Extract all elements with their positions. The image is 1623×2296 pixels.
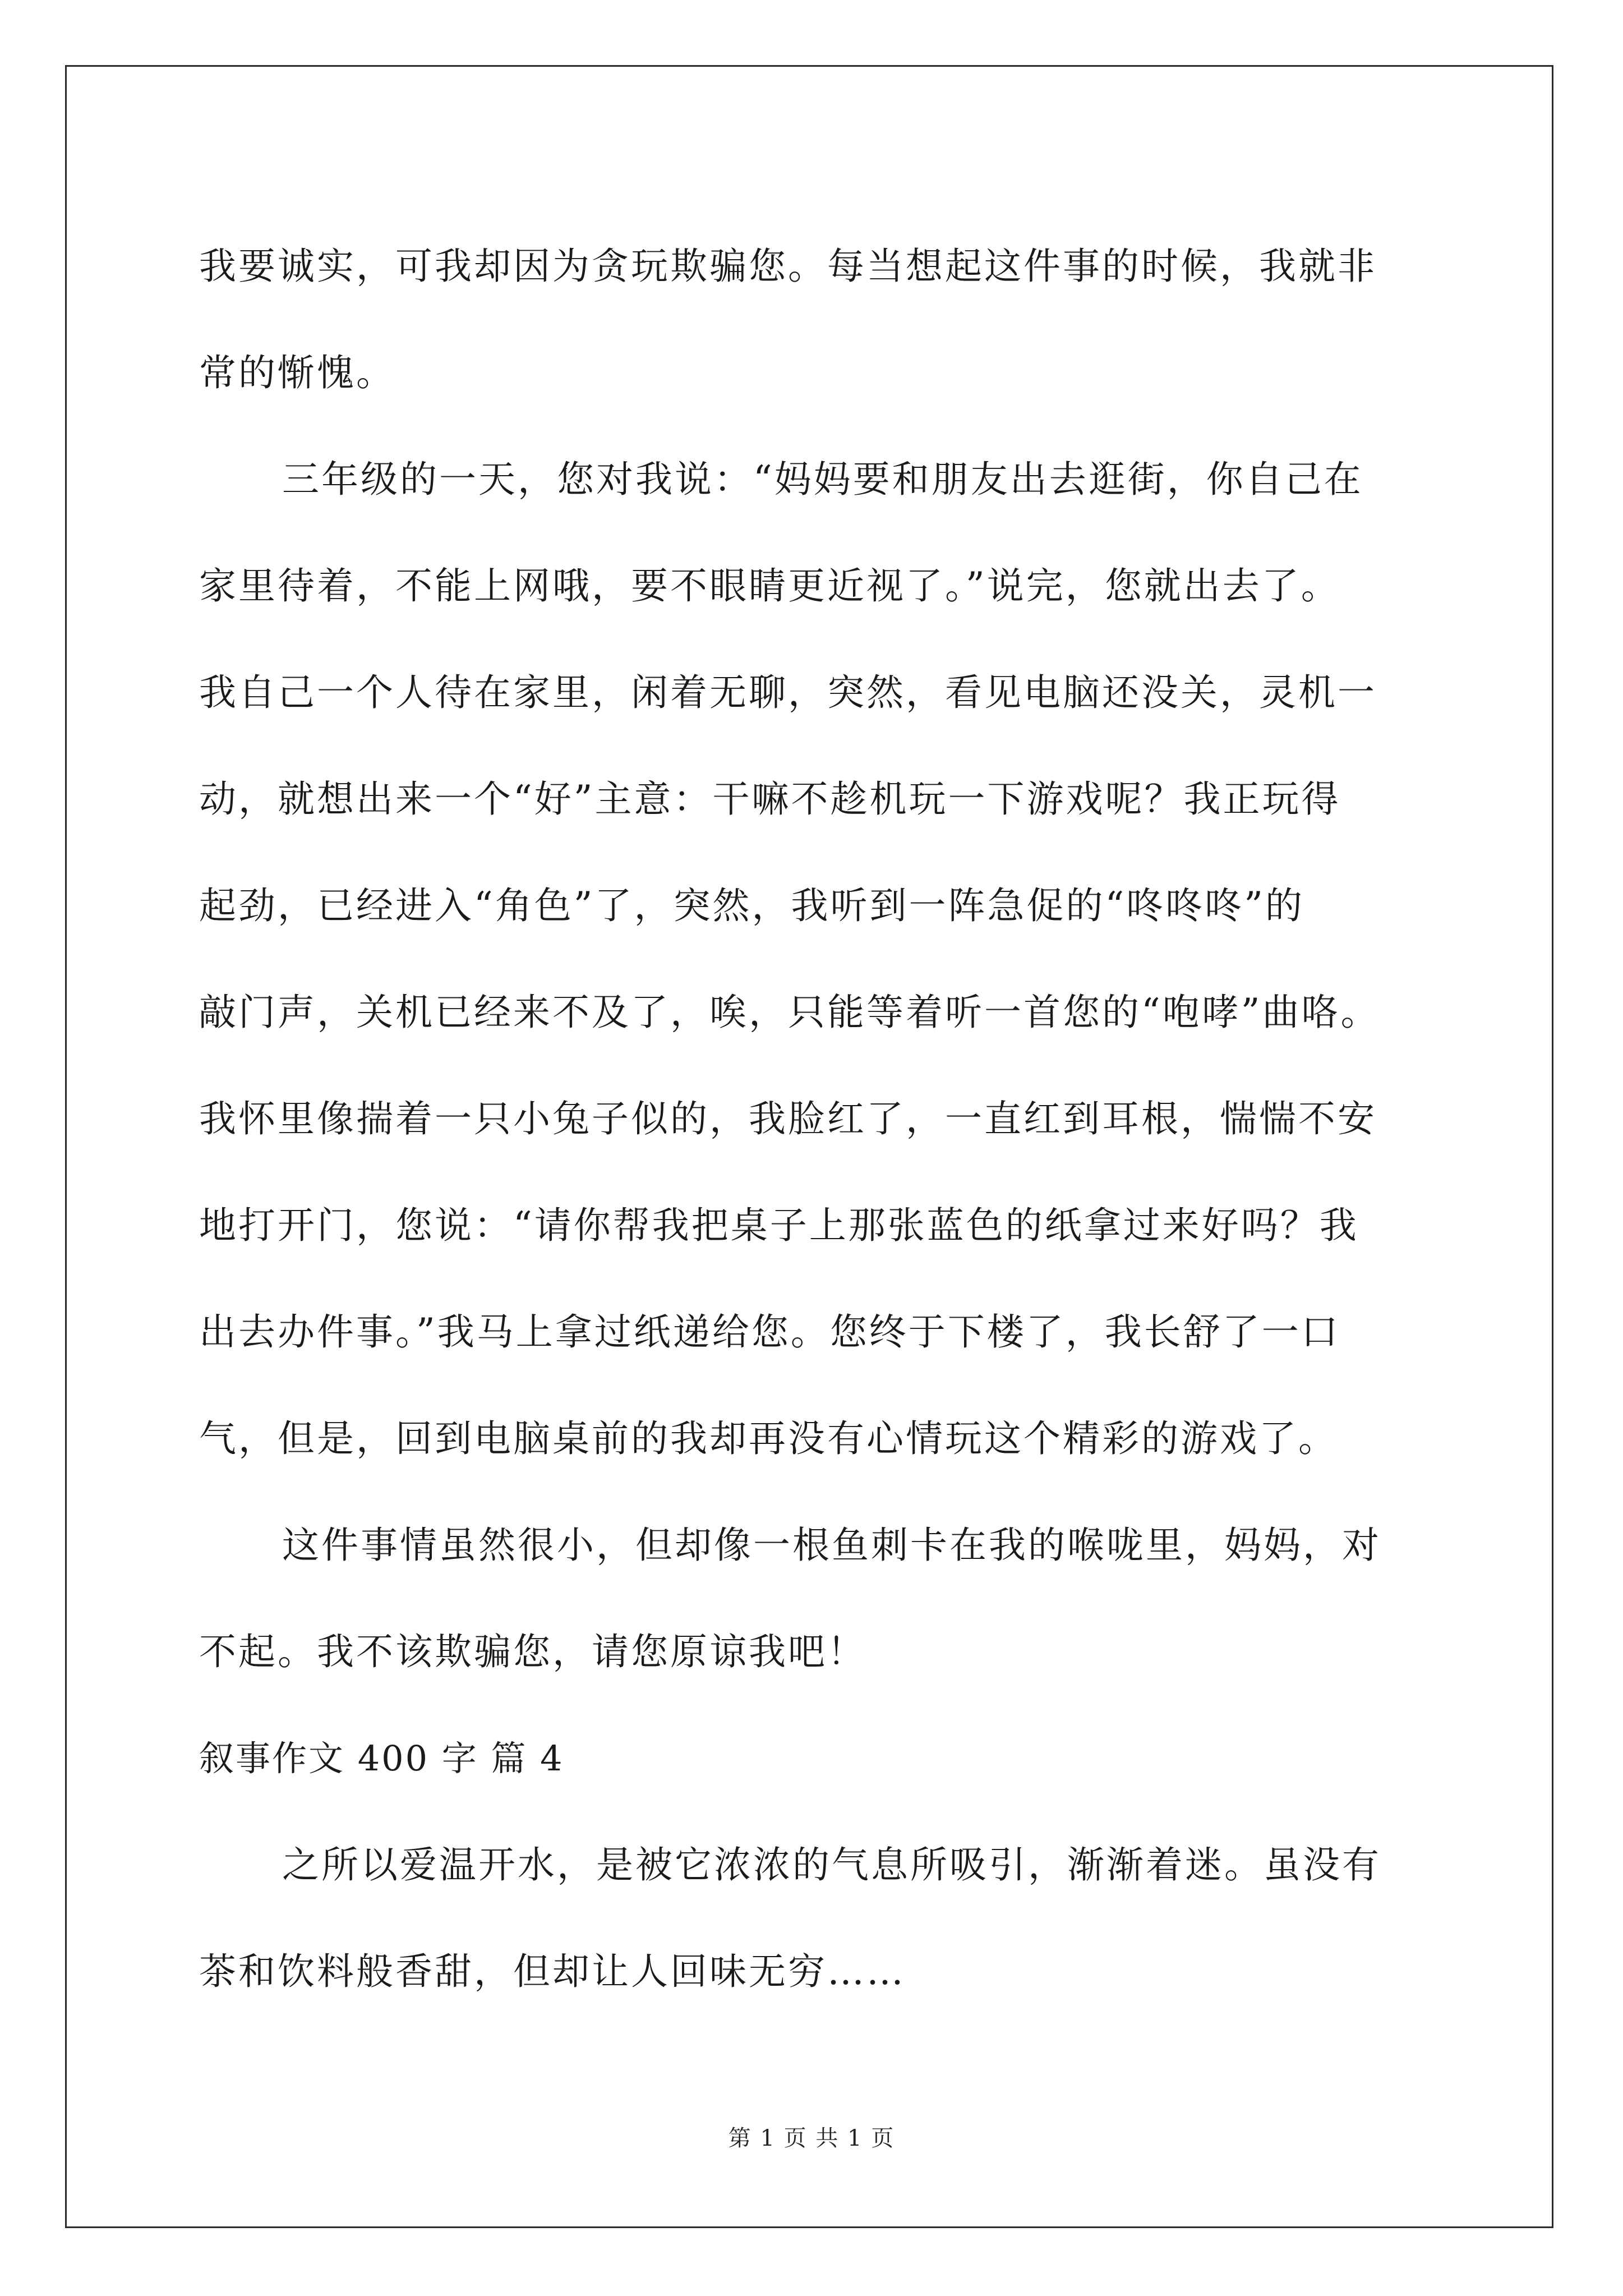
text-line-12: 气，但是，回到电脑桌前的我却再没有心情玩这个精彩的游戏了。 xyxy=(199,1417,1338,1460)
text-line-2: 常的惭愧。 xyxy=(199,351,395,394)
text-line-9: 我怀里像揣着一只小兔子似的，我脸红了，一直红到耳根，惴惴不安 xyxy=(199,1097,1377,1140)
text-line-8: 敲门声，关机已经来不及了，唉，只能等着听一首您的“咆哮”曲咯。 xyxy=(199,991,1380,1034)
text-line-10: 地打开门，您说：“请你帮我把桌子上那张蓝色的纸拿过来好吗？我 xyxy=(199,1204,1359,1247)
text-line-16: 之所以爱温开水，是被它浓浓的气息所吸引，渐渐着迷。虽没有 xyxy=(282,1843,1381,1887)
text-line-14: 不起。我不该欺骗您，请您原谅我吧！ xyxy=(199,1630,866,1673)
text-line-4: 家里待着，不能上网哦，要不眼睛更近视了。”说完，您就出去了。 xyxy=(199,564,1340,608)
text-line-3: 三年级的一天，您对我说：“妈妈要和朋友出去逛街，你自己在 xyxy=(282,458,1363,501)
document-body xyxy=(199,213,1422,2025)
page-number-footer: 第 1 页 共 1 页 xyxy=(728,2125,895,2151)
text-line-11: 出去办件事。”我马上拿过纸递给您。您终于下楼了，我长舒了一口 xyxy=(199,1310,1340,1354)
text-line-13: 这件事情虽然很小，但却像一根鱼刺卡在我的喉咙里，妈妈，对 xyxy=(282,1524,1381,1567)
text-line-17: 茶和饮料般香甜，但却让人回味无穷…… xyxy=(199,1950,906,1993)
text-line-1: 我要诚实，可我却因为贪玩欺骗您。每当想起这件事的时候，我就非 xyxy=(199,245,1377,288)
section-heading: 叙事作文 400 字 篇 4 xyxy=(199,1738,564,1779)
text-line-7: 起劲，已经进入“角色”了，突然，我听到一阵急促的“咚咚咚”的 xyxy=(199,884,1304,927)
text-line-6: 动，就想出来一个“好”主意：干嘛不趁机玩一下游戏呢？我正玩得 xyxy=(199,777,1341,821)
text-line-5: 我自己一个人待在家里，闲着无聊，突然，看见电脑还没关，灵机一 xyxy=(199,671,1377,714)
